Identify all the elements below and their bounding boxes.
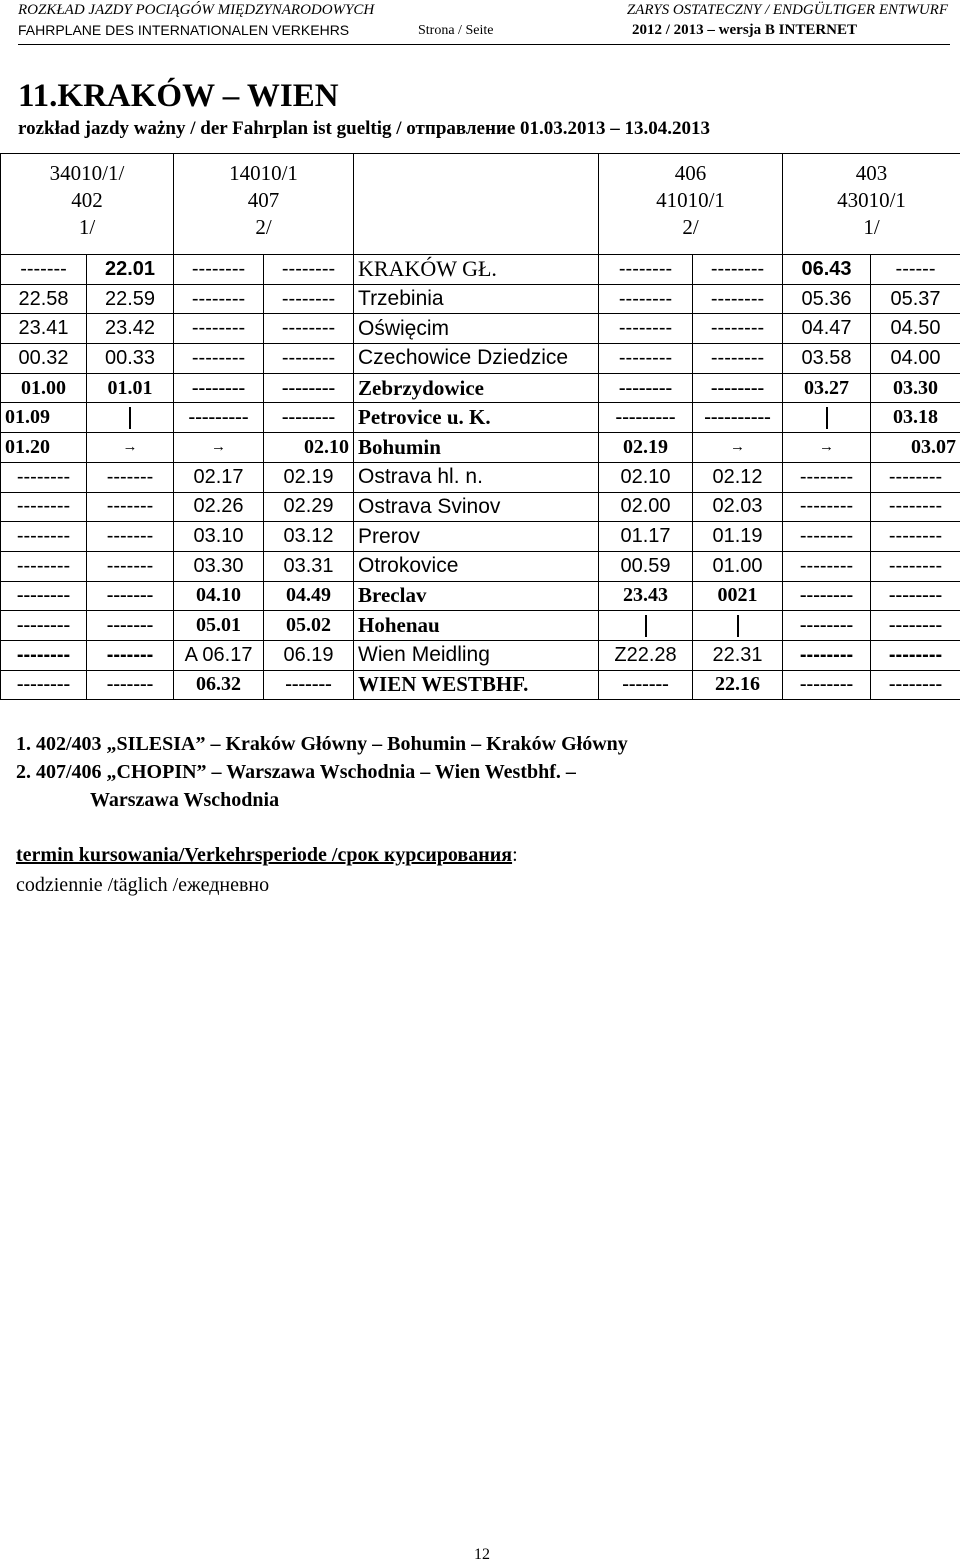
time-cell: 04.00 [871, 344, 960, 374]
time-cell: 01.00 [693, 551, 783, 581]
train-note-ref: 1/ [863, 215, 880, 239]
operating-period [16, 840, 518, 900]
time-cell: -------- [871, 522, 960, 552]
time-cell: -------- [264, 314, 354, 344]
time-cell: 02.00 [599, 492, 693, 522]
table-row [1, 284, 960, 314]
time-cell: 03.31 [264, 551, 354, 581]
train-407-header [174, 154, 354, 255]
time-cell: 03.27 [783, 373, 871, 403]
page-number: 12 [474, 1546, 490, 1563]
time-cell: ------ [871, 255, 960, 285]
pass-through-bar-cell [87, 403, 174, 433]
time-cell: --------- [599, 403, 693, 433]
time-cell: -------- [599, 284, 693, 314]
time-cell: -------- [174, 284, 264, 314]
time-cell: 05.01 [174, 611, 264, 641]
station-name: Oświęcim [354, 314, 599, 344]
time-cell: A 06.17 [174, 640, 264, 670]
time-cell: -------- [1, 670, 87, 700]
train-note-ref: 1/ [78, 215, 96, 239]
train-406-header [599, 154, 783, 255]
time-cell: 03.58 [783, 344, 871, 374]
time-cell: -------- [871, 670, 960, 700]
time-cell: ------- [87, 551, 174, 581]
time-cell: ------- [87, 492, 174, 522]
time-cell: 06.43 [783, 255, 871, 285]
time-cell: 02.19 [264, 462, 354, 492]
time-cell: ------- [87, 522, 174, 552]
time-cell: 03.30 [174, 551, 264, 581]
station-name: Ostrava Svinov [354, 492, 599, 522]
pass-through-bar-cell [599, 611, 693, 641]
table-row [1, 551, 960, 581]
header-title-pl: ROZKŁAD JAZDY POCIĄGÓW MIĘDZYNARODOWYCH [18, 2, 375, 18]
time-cell: 02.26 [174, 492, 264, 522]
time-cell: -------- [174, 344, 264, 374]
time-cell: -------- [871, 492, 960, 522]
train-note-ref: 2/ [682, 215, 699, 239]
time-cell: -------- [174, 373, 264, 403]
table-row [1, 314, 960, 344]
time-cell: 02.12 [693, 462, 783, 492]
time-cell: -------- [693, 314, 783, 344]
time-cell: ------- [87, 670, 174, 700]
arrow-icon: → [87, 433, 174, 463]
time-cell: -------- [599, 373, 693, 403]
time-cell: 23.42 [87, 314, 174, 344]
train-notes [16, 730, 628, 814]
station-name: Bohumin [354, 433, 599, 463]
station-name: Trzebinia [354, 284, 599, 314]
time-cell: 03.30 [871, 373, 960, 403]
time-cell: -------- [174, 314, 264, 344]
time-cell: ------- [1, 255, 87, 285]
time-cell: -------- [871, 611, 960, 641]
train-number: 402 [71, 188, 103, 212]
time-cell: 06.32 [174, 670, 264, 700]
pass-through-bar [645, 615, 647, 637]
table-row [1, 403, 960, 433]
time-cell: -------- [599, 255, 693, 285]
time-cell: -------- [693, 255, 783, 285]
table-row [1, 522, 960, 552]
table-row [1, 462, 960, 492]
time-cell: 04.10 [174, 581, 264, 611]
time-cell: 22.31 [693, 640, 783, 670]
time-cell: -------- [871, 462, 960, 492]
time-cell: -------- [1, 462, 87, 492]
time-cell: -------- [1, 581, 87, 611]
operating-period-label: termin kursowania/Verkehrsperiode /срок курсирования [16, 844, 513, 866]
time-cell: ------- [87, 462, 174, 492]
header-title-de: FAHRPLANE DES INTERNATIONALEN VERKEHRS [18, 22, 350, 38]
time-cell: -------- [264, 344, 354, 374]
operating-period-colon: : [512, 844, 518, 866]
time-cell: 04.47 [783, 314, 871, 344]
time-cell: --------- [174, 403, 264, 433]
table-row [1, 255, 960, 285]
time-cell: 22.01 [87, 255, 174, 285]
pass-through-bar-cell [693, 611, 783, 641]
time-cell: -------- [1, 551, 87, 581]
time-cell: -------- [871, 581, 960, 611]
station-header [354, 154, 599, 255]
time-cell: 02.03 [693, 492, 783, 522]
note-chopin-cont: Warszawa Wschodnia [90, 789, 280, 811]
time-cell: -------- [693, 344, 783, 374]
train-402-header [1, 154, 174, 255]
header-divider [18, 44, 950, 45]
time-cell: -------- [264, 373, 354, 403]
table-row [1, 670, 960, 700]
train-number: 41010/1 [656, 188, 725, 212]
time-cell: -------- [783, 462, 871, 492]
time-cell: -------- [599, 314, 693, 344]
time-cell: -------- [693, 284, 783, 314]
train-number: 34010/1/ [49, 161, 125, 185]
time-cell: 01.17 [599, 522, 693, 552]
time-cell: 23.43 [599, 581, 693, 611]
time-cell: 04.50 [871, 314, 960, 344]
train-403-header [783, 154, 960, 255]
arrow-icon: → [174, 433, 264, 463]
time-cell: 05.02 [264, 611, 354, 641]
time-cell: 00.33 [87, 344, 174, 374]
time-cell: 23.41 [1, 314, 87, 344]
time-cell: -------- [174, 255, 264, 285]
time-cell: 01.19 [693, 522, 783, 552]
time-cell: 01.01 [87, 373, 174, 403]
time-cell: -------- [264, 255, 354, 285]
time-cell: ------- [87, 581, 174, 611]
pass-through-bar-cell [783, 403, 871, 433]
train-number: 43010/1 [837, 188, 906, 212]
pass-through-bar [737, 615, 739, 637]
validity-subtitle: rozkład jazdy ważny / der Fahrplan ist gueltig / отправление 01.03.2013 – 13.04.2013 [18, 118, 711, 139]
train-number: 406 [674, 161, 707, 185]
time-cell: -------- [783, 551, 871, 581]
station-name: Ostrava hl. n. [354, 462, 599, 492]
table-row [1, 373, 960, 403]
time-cell: 00.32 [1, 344, 87, 374]
time-cell: ------- [599, 670, 693, 700]
time-cell: 06.19 [264, 640, 354, 670]
arrow-icon: → [783, 433, 871, 463]
time-cell: 0021 [693, 581, 783, 611]
time-cell: -------- [693, 373, 783, 403]
header-draft-label: ZARYS OSTATECZNY / ENDGÜLTIGER ENTWURF [626, 2, 948, 18]
arrow-icon: → [693, 433, 783, 463]
table-row [1, 492, 960, 522]
time-cell: -------- [783, 522, 871, 552]
note-silesia: 1. 402/403 „SILESIA” – Kraków Główny – Bohumin – Kraków Główny [16, 733, 628, 755]
pass-through-bar [129, 407, 131, 429]
time-cell: -------- [1, 522, 87, 552]
time-cell: 00.59 [599, 551, 693, 581]
time-cell: 03.18 [871, 403, 960, 433]
time-cell: -------- [783, 581, 871, 611]
station-name: Wien Meidling [354, 640, 599, 670]
table-row [1, 581, 960, 611]
operating-period-value: codziennie /täglich /ежедневно [16, 874, 270, 896]
note-chopin: 2. 407/406 „CHOPIN” – Warszawa Wschodnia – Wien Westbhf. – [16, 761, 576, 783]
time-cell: 01.00 [1, 373, 87, 403]
station-name: WIEN WESTBHF. [354, 670, 599, 700]
station-name: Prerov [354, 522, 599, 552]
time-cell: 05.37 [871, 284, 960, 314]
time-cell: 22.16 [693, 670, 783, 700]
time-cell: 02.29 [264, 492, 354, 522]
table-row [1, 344, 960, 374]
time-cell: Z22.28 [599, 640, 693, 670]
time-cell: -------- [783, 640, 871, 670]
time-cell: ------- [87, 640, 174, 670]
time-cell: 01.09 [1, 403, 87, 433]
time-cell: 02.19 [599, 433, 693, 463]
timetable [0, 153, 960, 700]
time-cell: 01.20 [1, 433, 87, 463]
time-cell: -------- [783, 492, 871, 522]
page-header [0, 2, 960, 46]
train-numbers-row [1, 154, 960, 255]
station-name: KRAKÓW GŁ. [354, 255, 599, 285]
train-number: 407 [247, 188, 280, 212]
train-note-ref: 2/ [255, 215, 272, 239]
time-cell: -------- [599, 344, 693, 374]
station-name: Otrokovice [354, 551, 599, 581]
time-cell: -------- [871, 551, 960, 581]
time-cell: 02.10 [599, 462, 693, 492]
time-cell: ------- [87, 611, 174, 641]
time-cell: -------- [1, 640, 87, 670]
time-cell: -------- [871, 640, 960, 670]
time-cell: 22.59 [87, 284, 174, 314]
time-cell: 02.10 [264, 433, 354, 463]
time-cell: 22.58 [1, 284, 87, 314]
time-cell: 05.36 [783, 284, 871, 314]
train-number: 14010/1 [229, 161, 298, 185]
time-cell: -------- [1, 611, 87, 641]
station-name: Zebrzydowice [354, 373, 599, 403]
station-name: Petrovice u. K. [354, 403, 599, 433]
time-cell: 04.49 [264, 581, 354, 611]
time-cell: -------- [783, 670, 871, 700]
time-cell: 03.10 [174, 522, 264, 552]
time-cell: 03.12 [264, 522, 354, 552]
table-row [1, 433, 960, 463]
time-cell: ---------- [693, 403, 783, 433]
header-version: 2012 / 2013 – wersja B INTERNET [632, 22, 858, 38]
operating-period-heading [16, 840, 518, 870]
station-name: Breclav [354, 581, 599, 611]
time-cell: -------- [783, 611, 871, 641]
table-row [1, 640, 960, 670]
station-name: Czechowice Dziedzice [354, 344, 599, 374]
pass-through-bar [826, 407, 828, 429]
train-number: 403 [855, 161, 888, 185]
time-cell: -------- [264, 284, 354, 314]
time-cell: -------- [1, 492, 87, 522]
time-cell: ------- [264, 670, 354, 700]
time-cell: 03.07 [871, 433, 960, 463]
table-row [1, 611, 960, 641]
time-cell: -------- [264, 403, 354, 433]
time-cell: 02.17 [174, 462, 264, 492]
page-title: 11.KRAKÓW – WIEN [18, 78, 339, 114]
header-page-label: Strona / Seite [418, 23, 494, 38]
station-name: Hohenau [354, 611, 599, 641]
